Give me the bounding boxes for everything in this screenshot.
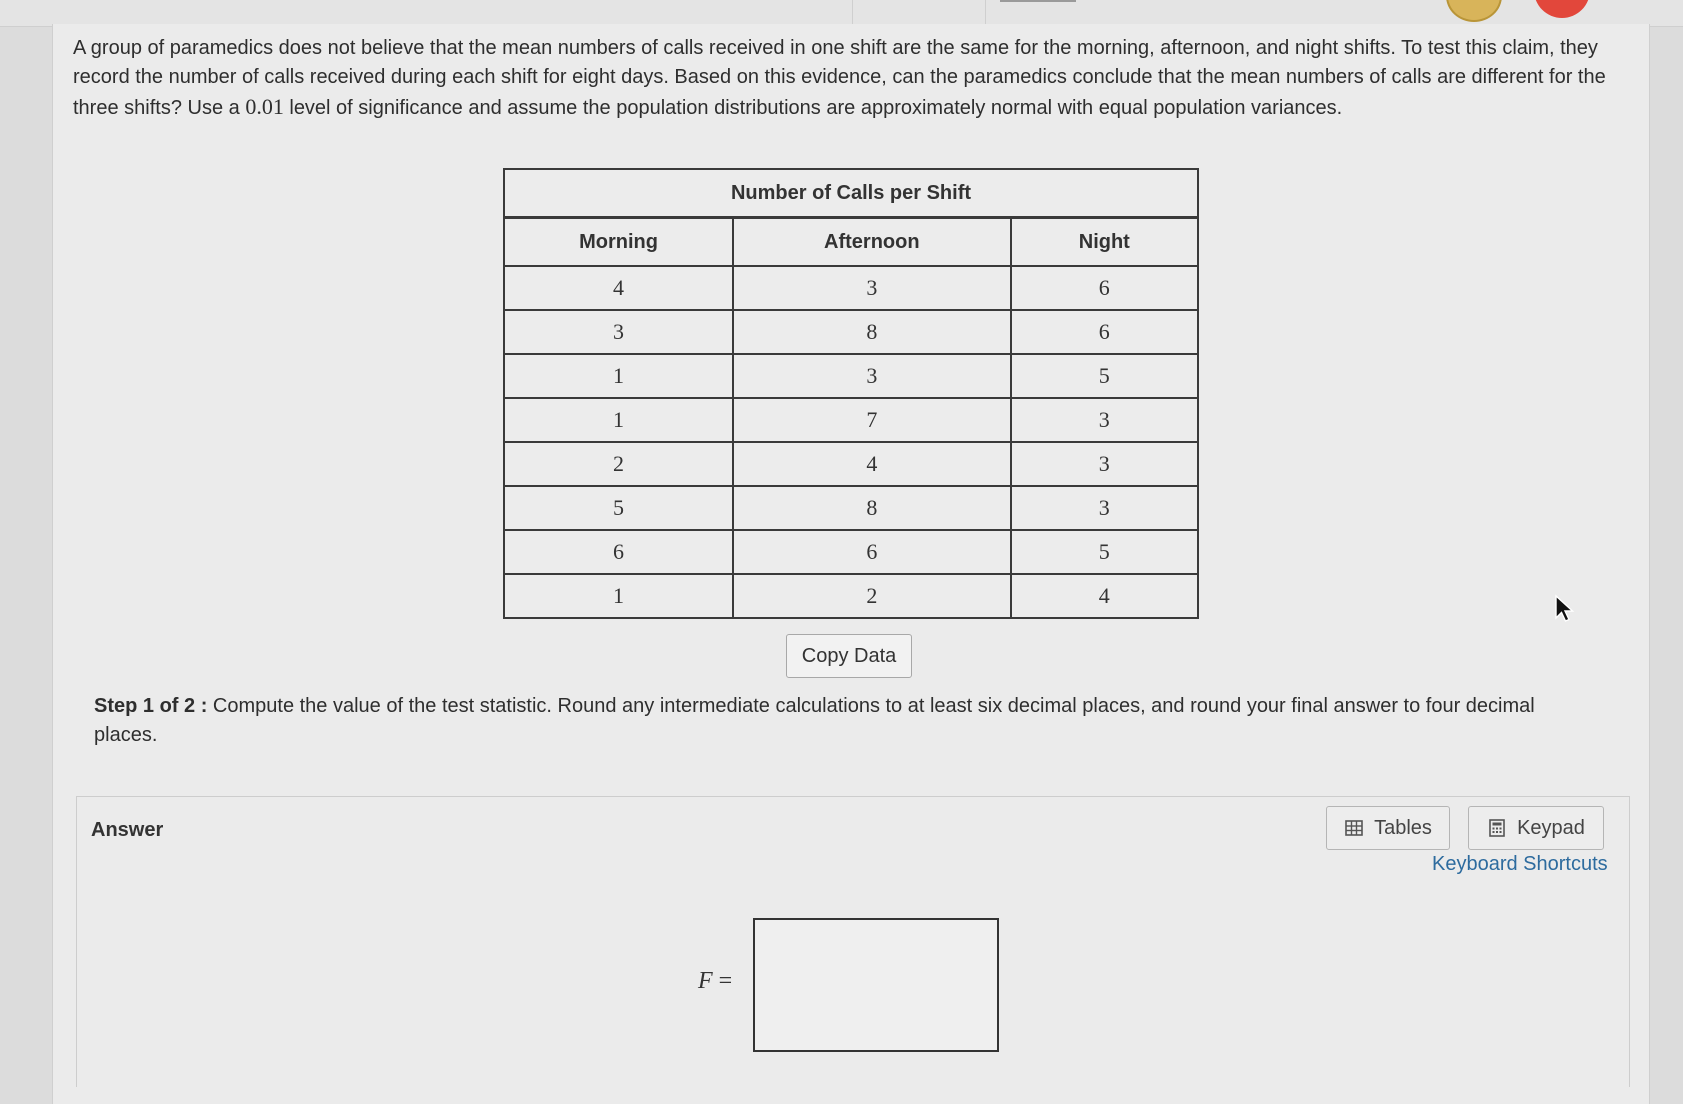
table-cell: 3 <box>1011 398 1198 442</box>
col-header-afternoon: Afternoon <box>733 218 1011 267</box>
answer-label: Answer <box>91 819 164 841</box>
tab-underline <box>1000 0 1076 2</box>
mouse-cursor-icon <box>1554 594 1576 624</box>
top-strip <box>0 0 1683 27</box>
tab-correct[interactable] <box>852 0 986 24</box>
col-header-morning: Morning <box>504 218 733 267</box>
table-icon <box>1344 818 1364 838</box>
table-cell: 2 <box>733 574 1011 618</box>
step-label: Step 1 of 2 : <box>94 695 208 717</box>
table-cell: 6 <box>1011 266 1198 310</box>
keypad-label: Keypad <box>1517 816 1585 839</box>
table-cell: 1 <box>504 398 733 442</box>
table-cell: 8 <box>733 310 1011 354</box>
table-row <box>504 486 1198 530</box>
question-text: A group of paramedics does not believe that the mean numbers of calls received in one shift are the same for the morning, afternoon, and night shifts. To test this claim, they record the number of calls received during each shift for eight days. Based on this evidence, can the paramedics conclude that the mean numbers of calls are different for the three shifts? Use a 0.01 level of significance and assume the population distributions are approximately normal with equal population variances. <box>73 37 1606 119</box>
table-row <box>504 266 1198 310</box>
table-row <box>504 530 1198 574</box>
keyboard-shortcuts-link[interactable]: Keyboard Shortcuts <box>1432 853 1608 875</box>
table-cell: 3 <box>733 354 1011 398</box>
table-cell: 5 <box>504 486 733 530</box>
table-cell: 1 <box>504 354 733 398</box>
table-cell: 2 <box>504 442 733 486</box>
table-cell: 5 <box>1011 530 1198 574</box>
table-cell: 4 <box>1011 574 1198 618</box>
table-cell: 3 <box>1011 442 1198 486</box>
table-row <box>504 310 1198 354</box>
table-body <box>504 266 1198 618</box>
table-cell: 6 <box>1011 310 1198 354</box>
table-cell: 3 <box>733 266 1011 310</box>
table-row <box>504 398 1198 442</box>
table-caption: Number of Calls per Shift <box>504 169 1198 218</box>
table-cell: 8 <box>733 486 1011 530</box>
table-cell: 5 <box>1011 354 1198 398</box>
step-text: Compute the value of the test statistic. Round any intermediate calculations to at least six decimal places, and round your final answer to four decimal places. <box>94 695 1535 746</box>
keypad-icon <box>1487 818 1507 838</box>
calls-table <box>503 168 1199 619</box>
col-header-night: Night <box>1011 218 1198 267</box>
f-statistic-label: F = <box>698 968 733 994</box>
table-row <box>504 354 1198 398</box>
keypad-button[interactable] <box>1468 806 1604 850</box>
copy-data-button[interactable]: Copy Data <box>786 634 912 678</box>
table-cell: 4 <box>504 266 733 310</box>
table-cell: 3 <box>1011 486 1198 530</box>
tables-label: Tables <box>1374 816 1432 839</box>
table-cell: 7 <box>733 398 1011 442</box>
tables-button[interactable] <box>1326 806 1450 850</box>
table-row <box>504 574 1198 618</box>
step-instructions <box>94 692 1564 750</box>
f-statistic-input[interactable] <box>753 918 999 1052</box>
table-cell: 4 <box>733 442 1011 486</box>
table-cell: 3 <box>504 310 733 354</box>
table-cell: 6 <box>733 530 1011 574</box>
table-cell: 6 <box>504 530 733 574</box>
significance-level: 0.01 <box>245 94 284 119</box>
table-cell: 1 <box>504 574 733 618</box>
table-row <box>504 442 1198 486</box>
